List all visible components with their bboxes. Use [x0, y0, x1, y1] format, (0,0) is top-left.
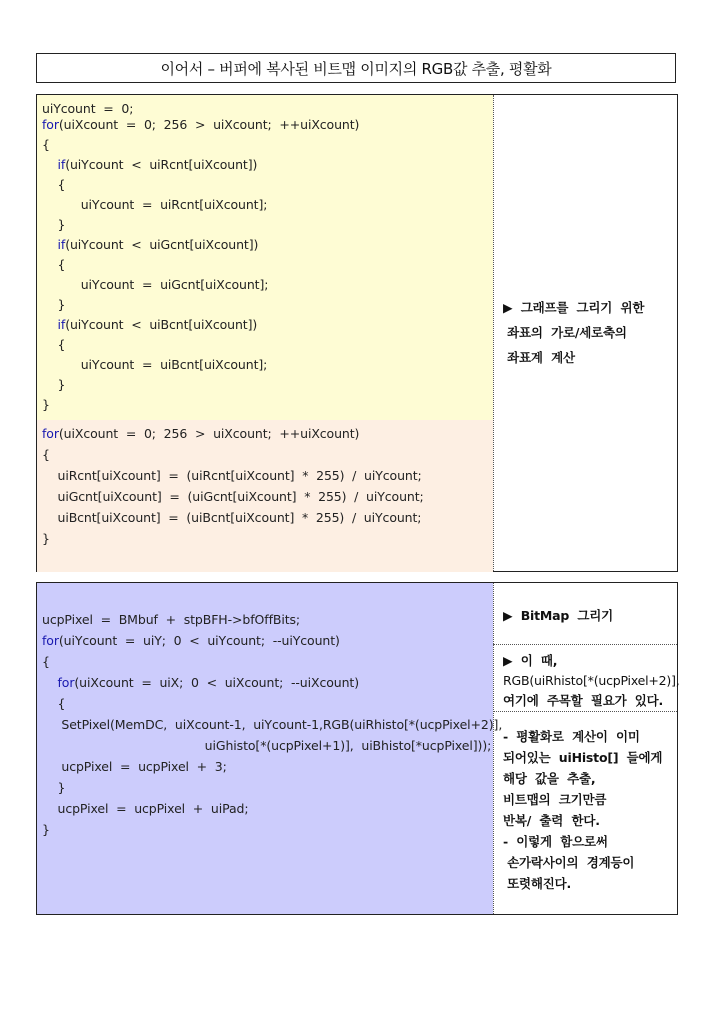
code-line: uiYcount = uiGcnt[uiXcount]; [42, 277, 269, 292]
keyword: if [57, 237, 66, 252]
code-line: { [42, 337, 66, 352]
code-line: SetPixel(MemDC, uiXcount-1, uiYcount-1,RGB(uiRhisto[*(ucpPixel+2)], [42, 717, 503, 732]
note-divider [493, 711, 677, 712]
code-line: ucpPixel = ucpPixel + 3; [42, 759, 227, 774]
note-line: 반복/ 출력 한다. [503, 813, 600, 828]
code-line: { [42, 654, 50, 669]
code-line: for(uiXcount = 0; 256 > uiXcount; ++uiXcount) [42, 117, 360, 132]
code-line: if(uiYcount < uiGcnt[uiXcount]) [57, 237, 259, 252]
note-line: ▶ 그래프를 그리기 위한 [503, 300, 645, 315]
code-line: } [42, 217, 66, 232]
code-line: for(uiXcount = 0; 256 > uiXcount; ++uiXcount) [42, 426, 360, 441]
code-line: } [42, 377, 66, 392]
code-line: } [42, 297, 66, 312]
code-line: { [42, 137, 50, 152]
code-line: ucpPixel = ucpPixel + uiPad; [42, 801, 249, 816]
keyword: if [57, 317, 66, 332]
code-line: for(uiXcount = uiX; 0 < uiXcount; --uiXcount) [57, 675, 360, 690]
code-line: { [42, 447, 50, 462]
code-line: uiGcnt[uiXcount] = (uiGcnt[uiXcount] * 255) / uiYcount; [42, 489, 424, 504]
note-line: ▶ BitMap 그리기 [503, 608, 614, 623]
code-line: } [42, 531, 50, 546]
code-line: uiYcount = 0; [42, 101, 134, 116]
keyword: if [57, 157, 66, 172]
code-line: uiBcnt[uiXcount] = (uiBcnt[uiXcount] * 255) / uiYcount; [42, 510, 422, 525]
column-divider [493, 583, 494, 914]
max-count-code-block [37, 95, 493, 420]
note-line: 좌표계 계산 [503, 350, 575, 365]
note-line: 좌표의 가로/세로축의 [503, 325, 627, 340]
code-line: uiYcount = uiRcnt[uiXcount]; [42, 197, 268, 212]
keyword: for [42, 633, 59, 648]
column-divider [493, 95, 494, 571]
note-line: 손가락사이의 경계등이 [503, 855, 635, 870]
code-line: if(uiYcount < uiBcnt[uiXcount]) [57, 317, 258, 332]
code-line: { [42, 257, 66, 272]
histogram-normalize-table [36, 94, 678, 572]
note-line: ▶ 이 때, [503, 653, 558, 668]
note-line: 또렷해진다. [503, 876, 572, 891]
bitmap-draw-table [36, 582, 678, 915]
code-line: uiYcount = uiBcnt[uiXcount]; [42, 357, 268, 372]
keyword: for [42, 117, 59, 132]
code-line: } [42, 822, 50, 837]
note-line: RGB(uiRhisto[*(ucpPixel+2)], [503, 673, 680, 688]
code-line: { [42, 177, 66, 192]
code-line: uiGhisto[*(ucpPixel+1)], uiBhisto[*ucpPixel])); [42, 738, 492, 753]
code-line: ucpPixel = BMbuf + stpBFH->bfOffBits; [42, 612, 301, 627]
code-line: } [42, 780, 66, 795]
note-line: 해당 값을 추출, [503, 771, 596, 786]
note-line: 되어있는 uiHisto[] 들에게 [503, 750, 663, 765]
code-line: } [42, 397, 50, 412]
note-line: - 이렇게 함으로써 [503, 834, 608, 849]
note-line: - 평활화로 계산이 이미 [503, 729, 640, 744]
note-line: 여기에 주목할 필요가 있다. [503, 693, 664, 708]
code-line: for(uiYcount = uiY; 0 < uiYcount; --uiYcount) [42, 633, 340, 648]
note-divider [493, 644, 677, 645]
code-line: uiRcnt[uiXcount] = (uiRcnt[uiXcount] * 255) / uiYcount; [42, 468, 422, 483]
code-line: { [42, 696, 66, 711]
bitmap-draw-code-block [37, 583, 503, 914]
code-line: if(uiYcount < uiRcnt[uiXcount]) [57, 157, 258, 172]
keyword: for [42, 426, 59, 441]
keyword: for [57, 675, 75, 690]
page-title: 이어서 – 버퍼에 복사된 비트맵 이미지의 RGB값 추출, 평활화 [36, 53, 676, 83]
normalize-code-block [37, 420, 493, 572]
note-line: 비트맵의 크기만큼 [503, 792, 607, 807]
